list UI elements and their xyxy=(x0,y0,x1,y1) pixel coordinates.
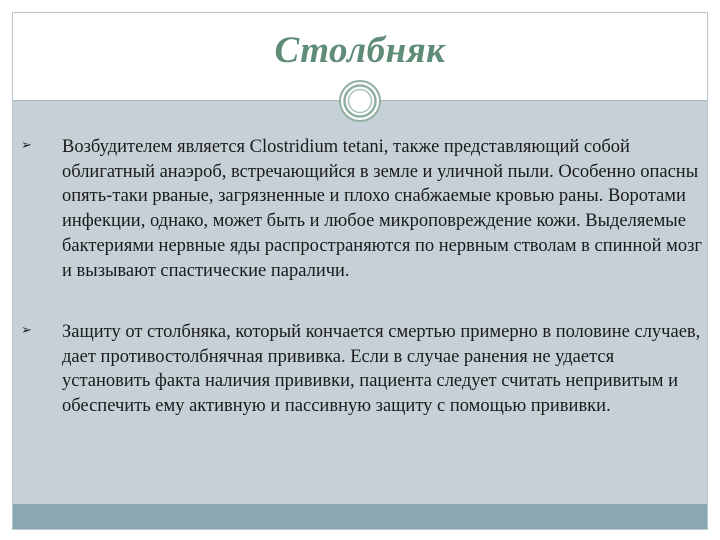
arrow-bullet-icon: ➢ xyxy=(21,323,32,338)
ring-ornament-icon xyxy=(338,79,382,123)
list-item-text: Защиту от столбняка, который кончается смертью примерно в половине случаев, дает противостолбнячная прививка. Если в случае ранения не удается установить факта наличия прививки, пациента следует считать непривитым и обеспечить ему активную и пассивную защиту с помощью прививки. xyxy=(62,322,701,417)
slide xyxy=(12,12,708,530)
slide-title: Столбняк xyxy=(274,30,446,71)
arrow-bullet-icon: ➢ xyxy=(21,138,32,153)
footer-bar xyxy=(13,504,707,529)
list-item-text: Возбудителем является Clostridium tetani, также представляющий собой облигатный анаэроб, встречающийся в земле и уличной пыли. Особенно опасны опять-таки рваные, загрязненные и плохо снабжаемые кровью раны. Воротами инфекции, однако, может быть и любое микроповреждение кожи. Выделяемые бактериями нервные яды распространяются по нервным стволам в спинной мозг и вызывают спастические параличи. xyxy=(62,137,702,281)
